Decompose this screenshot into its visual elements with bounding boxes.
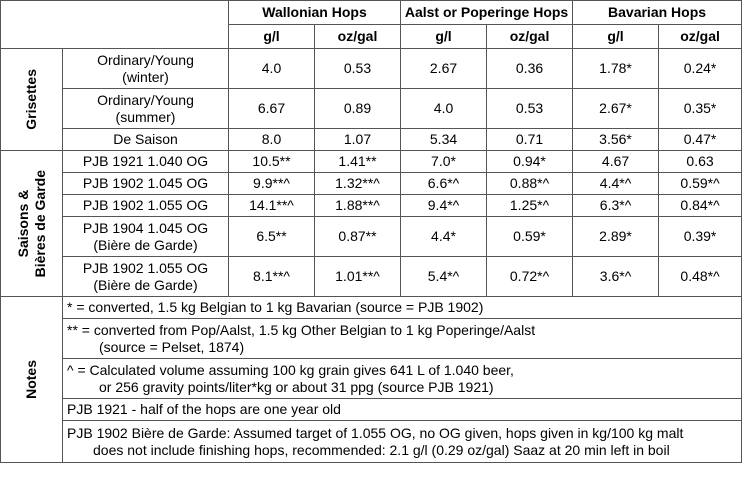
table-row xyxy=(1,49,742,89)
value-cell: 2.89* xyxy=(573,217,659,257)
row-label xyxy=(63,49,229,89)
header-wallonian: Wallonian Hops xyxy=(229,1,401,25)
value-cell: 6.67 xyxy=(229,89,315,129)
value-cell: 0.48*^ xyxy=(659,257,742,297)
value-cell: 0.87** xyxy=(315,217,401,257)
value-cell: 0.71 xyxy=(487,129,573,151)
unit-header: oz/gal xyxy=(487,25,573,49)
value-cell: 7.0* xyxy=(401,151,487,173)
category-label-grisettes: Grisettes xyxy=(23,69,39,130)
value-cell: 9.9**^ xyxy=(229,173,315,195)
value-cell: 5.34 xyxy=(401,129,487,151)
value-cell: 0.88*^ xyxy=(487,173,573,195)
note-line: or 256 gravity points/liter*kg or about 31 ppg (source PJB 1921) xyxy=(99,378,494,395)
note-line: (source = Pelset, 1874) xyxy=(99,338,245,355)
row-label: PJB 1902 1.045 OG xyxy=(63,173,229,195)
note-line: PJB 1902 Bière de Garde: Assumed target of 1.055 OG, no OG given, hops given in kg/100 kg malt xyxy=(67,424,684,441)
table-row xyxy=(1,173,742,195)
row-label-line: Ordinary/Young xyxy=(97,51,194,68)
value-cell: 1.41** xyxy=(315,151,401,173)
row-label-line: (Bière de Garde) xyxy=(93,236,198,253)
value-cell: 3.56* xyxy=(573,129,659,151)
value-cell: 2.67 xyxy=(401,49,487,89)
note-asterisk xyxy=(63,297,742,319)
table-row xyxy=(1,195,742,217)
category-cell-notes xyxy=(1,297,63,463)
row-label-line: PJB 1904 1.045 OG xyxy=(82,219,209,236)
value-cell: 1.88**^ xyxy=(315,195,401,217)
table-row xyxy=(1,257,742,297)
value-cell: 0.89 xyxy=(315,89,401,129)
note-line: does not include finishing hops, recommended: 2.1 g/l (0.29 oz/gal) Saaz at 20 min left in boil xyxy=(93,441,670,458)
value-cell: 14.1**^ xyxy=(229,195,315,217)
row-label-line: (Bière de Garde) xyxy=(93,276,198,293)
value-cell: 0.53 xyxy=(487,89,573,129)
row-label xyxy=(63,89,229,129)
value-cell: 4.4*^ xyxy=(573,173,659,195)
note-line: * = converted, 1.5 kg Belgian to 1 kg Bavarian (source = PJB 1902) xyxy=(67,299,484,315)
unit-header: g/l xyxy=(229,25,315,49)
header-aalst-poperinge: Aalst or Poperinge Hops xyxy=(401,1,573,25)
value-cell: 1.25*^ xyxy=(487,195,573,217)
header-bavarian: Bavarian Hops xyxy=(573,1,742,25)
value-cell: 0.53 xyxy=(315,49,401,89)
value-cell: 5.4*^ xyxy=(401,257,487,297)
note-row xyxy=(1,399,742,421)
row-label: PJB 1902 1.055 OG xyxy=(63,195,229,217)
value-cell: 0.35* xyxy=(659,89,742,129)
unit-header: g/l xyxy=(401,25,487,49)
value-cell: 8.0 xyxy=(229,129,315,151)
value-cell: 6.3*^ xyxy=(573,195,659,217)
value-cell: 4.67 xyxy=(573,151,659,173)
value-cell: 0.84*^ xyxy=(659,195,742,217)
table-body xyxy=(1,1,742,463)
note-line: ^ = Calculated volume assuming 100 kg grain gives 641 L of 1.040 beer, xyxy=(67,361,514,378)
value-cell: 0.63 xyxy=(659,151,742,173)
row-label-line: Ordinary/Young xyxy=(97,91,194,108)
value-cell: 4.0 xyxy=(229,49,315,89)
note-row xyxy=(1,421,742,463)
category-label-line: Saisons & xyxy=(14,189,31,258)
value-cell: 0.59*^ xyxy=(659,173,742,195)
value-cell: 3.6*^ xyxy=(573,257,659,297)
value-cell: 6.6*^ xyxy=(401,173,487,195)
value-cell: 8.1**^ xyxy=(229,257,315,297)
value-cell: 0.59* xyxy=(487,217,573,257)
category-cell-saisons xyxy=(1,151,63,297)
row-label: De Saison xyxy=(63,129,229,151)
value-cell: 4.4* xyxy=(401,217,487,257)
table-row xyxy=(1,129,742,151)
row-label xyxy=(63,257,229,297)
value-cell: 0.94* xyxy=(487,151,573,173)
header-corner-cell xyxy=(1,1,229,49)
table-row xyxy=(1,89,742,129)
note-line: ** = converted from Pop/Aalst, 1.5 kg Other Belgian to 1 kg Poperinge/Aalst xyxy=(67,321,536,338)
value-cell: 9.4*^ xyxy=(401,195,487,217)
note-line: PJB 1921 - half of the hops are one year old xyxy=(67,401,341,417)
note-row xyxy=(1,297,742,319)
value-cell: 1.78* xyxy=(573,49,659,89)
value-cell: 1.01**^ xyxy=(315,257,401,297)
category-label-saisons xyxy=(15,170,49,277)
row-label-line: (winter) xyxy=(122,68,169,85)
category-label-line: Bières de Garde xyxy=(31,169,48,278)
note-caret xyxy=(63,359,742,399)
value-cell: 1.32**^ xyxy=(315,173,401,195)
table-row xyxy=(1,151,742,173)
note-row xyxy=(1,359,742,399)
row-label-line: (summer) xyxy=(115,108,176,125)
note-pjb-1921 xyxy=(63,399,742,421)
row-label: PJB 1921 1.040 OG xyxy=(63,151,229,173)
table-row xyxy=(1,217,742,257)
value-cell: 4.0 xyxy=(401,89,487,129)
unit-header: oz/gal xyxy=(659,25,742,49)
value-cell: 0.24* xyxy=(659,49,742,89)
row-label xyxy=(63,217,229,257)
value-cell: 0.36 xyxy=(487,49,573,89)
value-cell: 2.67* xyxy=(573,89,659,129)
value-cell: 6.5** xyxy=(229,217,315,257)
value-cell: 1.07 xyxy=(315,129,401,151)
note-double-asterisk xyxy=(63,319,742,359)
category-cell-grisettes xyxy=(1,49,63,151)
value-cell: 0.39* xyxy=(659,217,742,257)
unit-header: g/l xyxy=(573,25,659,49)
category-label-notes: Notes xyxy=(23,360,39,399)
row-label-line: PJB 1902 1.055 OG xyxy=(82,259,209,276)
value-cell: 0.47* xyxy=(659,129,742,151)
value-cell: 10.5** xyxy=(229,151,315,173)
note-pjb-1902 xyxy=(63,421,742,463)
header-group-row xyxy=(1,1,742,25)
unit-header: oz/gal xyxy=(315,25,401,49)
value-cell: 0.72*^ xyxy=(487,257,573,297)
note-row xyxy=(1,319,742,359)
